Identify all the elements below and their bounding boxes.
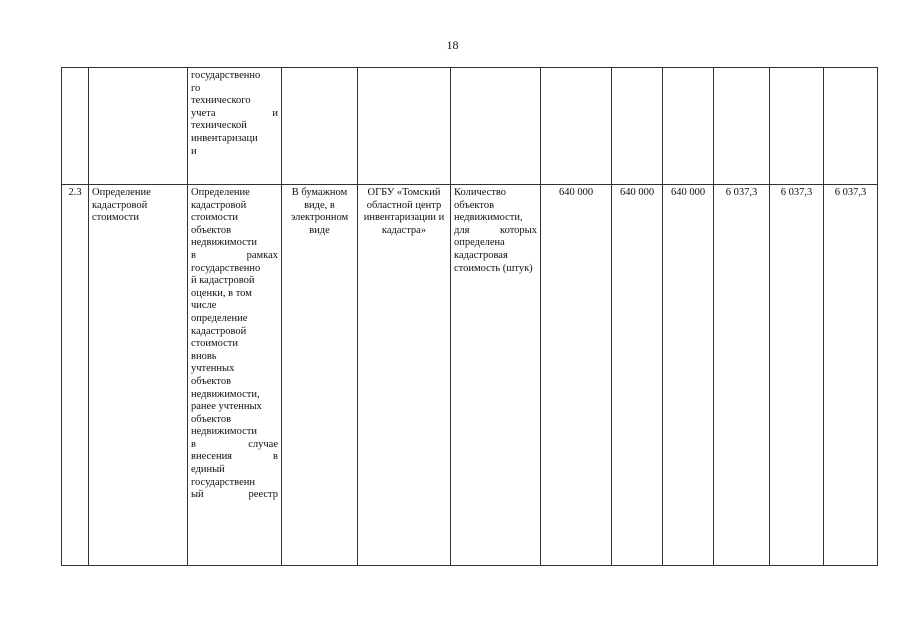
continued-description-word: учета [191,107,216,119]
continued-description-line: технического [191,95,251,107]
continued-description-line: и [191,145,197,157]
activity-description-line: недвижимости, [191,388,260,400]
value-cell-2: 640 000 [612,185,663,566]
activity-description-line: ранее учтенных [191,401,262,413]
activity-description-line: учтенных [191,363,235,375]
cell-continued-description [188,68,282,185]
result-form: В бумажном виде, в электронном виде [282,185,358,566]
cell-continued-name [89,68,188,185]
continued-description-line: государственно [191,70,261,81]
indicator-description: Количество объектов недвижимости, для которых определена кадастровая стоимость (штук) [451,185,541,566]
activity-description-line: й кадастровой [191,275,255,287]
activity-description-line: определение [191,312,248,324]
continued-description-line: инвентаризаци [191,132,258,144]
activity-description-line: государственно [191,262,261,274]
activity-description-word: случае [248,438,278,450]
activity-name: Определение кадастровой стоимости [89,185,188,566]
continued-description-line: го [191,82,201,94]
activity-description-line: стоимости [191,338,239,350]
activity-description-line: кадастровой [191,199,247,211]
value-cell-1: 640 000 [541,185,612,566]
activity-description-line [191,250,278,263]
cell-continued-value-5 [770,68,824,185]
responsible-organization: ОГБУ «Томский областной центр инвентаризации и кадастра» [358,185,451,566]
activity-description-line: недвижимости [191,237,257,249]
cell-continued-form [282,68,358,185]
cell-continued-value-3 [663,68,714,185]
value-cell-3: 640 000 [663,185,714,566]
cell-continued-value-4 [714,68,770,185]
activity-description-word: в [273,451,278,463]
table-row-2-3 [62,185,878,566]
activity-description-line: государственн [191,476,255,488]
cell-continued-value-2 [612,68,663,185]
cell-continued-number [62,68,89,185]
activity-description-word: в [191,438,196,450]
activity-description-line [191,439,278,452]
value-cell-4: 6 037,3 [714,185,770,566]
activity-description-line: объектов [191,375,232,387]
value-cell-5: 6 037,3 [770,185,824,566]
activity-description-word: внесения [191,451,233,463]
continued-description-line [191,108,278,121]
activity-description-word: в [191,249,196,261]
activity-description-line: Определение [191,187,250,198]
activity-description-word: реестр [248,489,278,501]
row-number: 2.3 [62,185,89,566]
continued-description-line: технической [191,120,247,132]
activity-description-line [191,489,278,502]
activity-description-line [191,451,278,464]
page-number: 18 [446,38,459,52]
activity-description-line: стоимости [191,212,239,224]
activity-description-word: рамках [246,249,278,261]
activity-description-line: объектов [191,224,232,236]
activity-description-line: оценки, в том [191,287,252,299]
activity-description [188,185,282,566]
cell-continued-indicator [451,68,541,185]
table-row-continued [62,68,878,185]
activity-description-line: числе [191,300,217,312]
cell-continued-value-1 [541,68,612,185]
activity-description-line: вновь [191,350,217,362]
activity-description-line: объектов [191,413,232,425]
activity-description-word: ый [191,489,204,501]
program-table [61,67,878,566]
cell-continued-organization [358,68,451,185]
activity-description-line: кадастровой [191,325,247,337]
activity-description-line: недвижимости [191,426,257,438]
continued-description-word: и [272,107,278,119]
value-cell-6: 6 037,3 [824,185,878,566]
cell-continued-value-6 [824,68,878,185]
activity-description-line: единый [191,464,225,476]
